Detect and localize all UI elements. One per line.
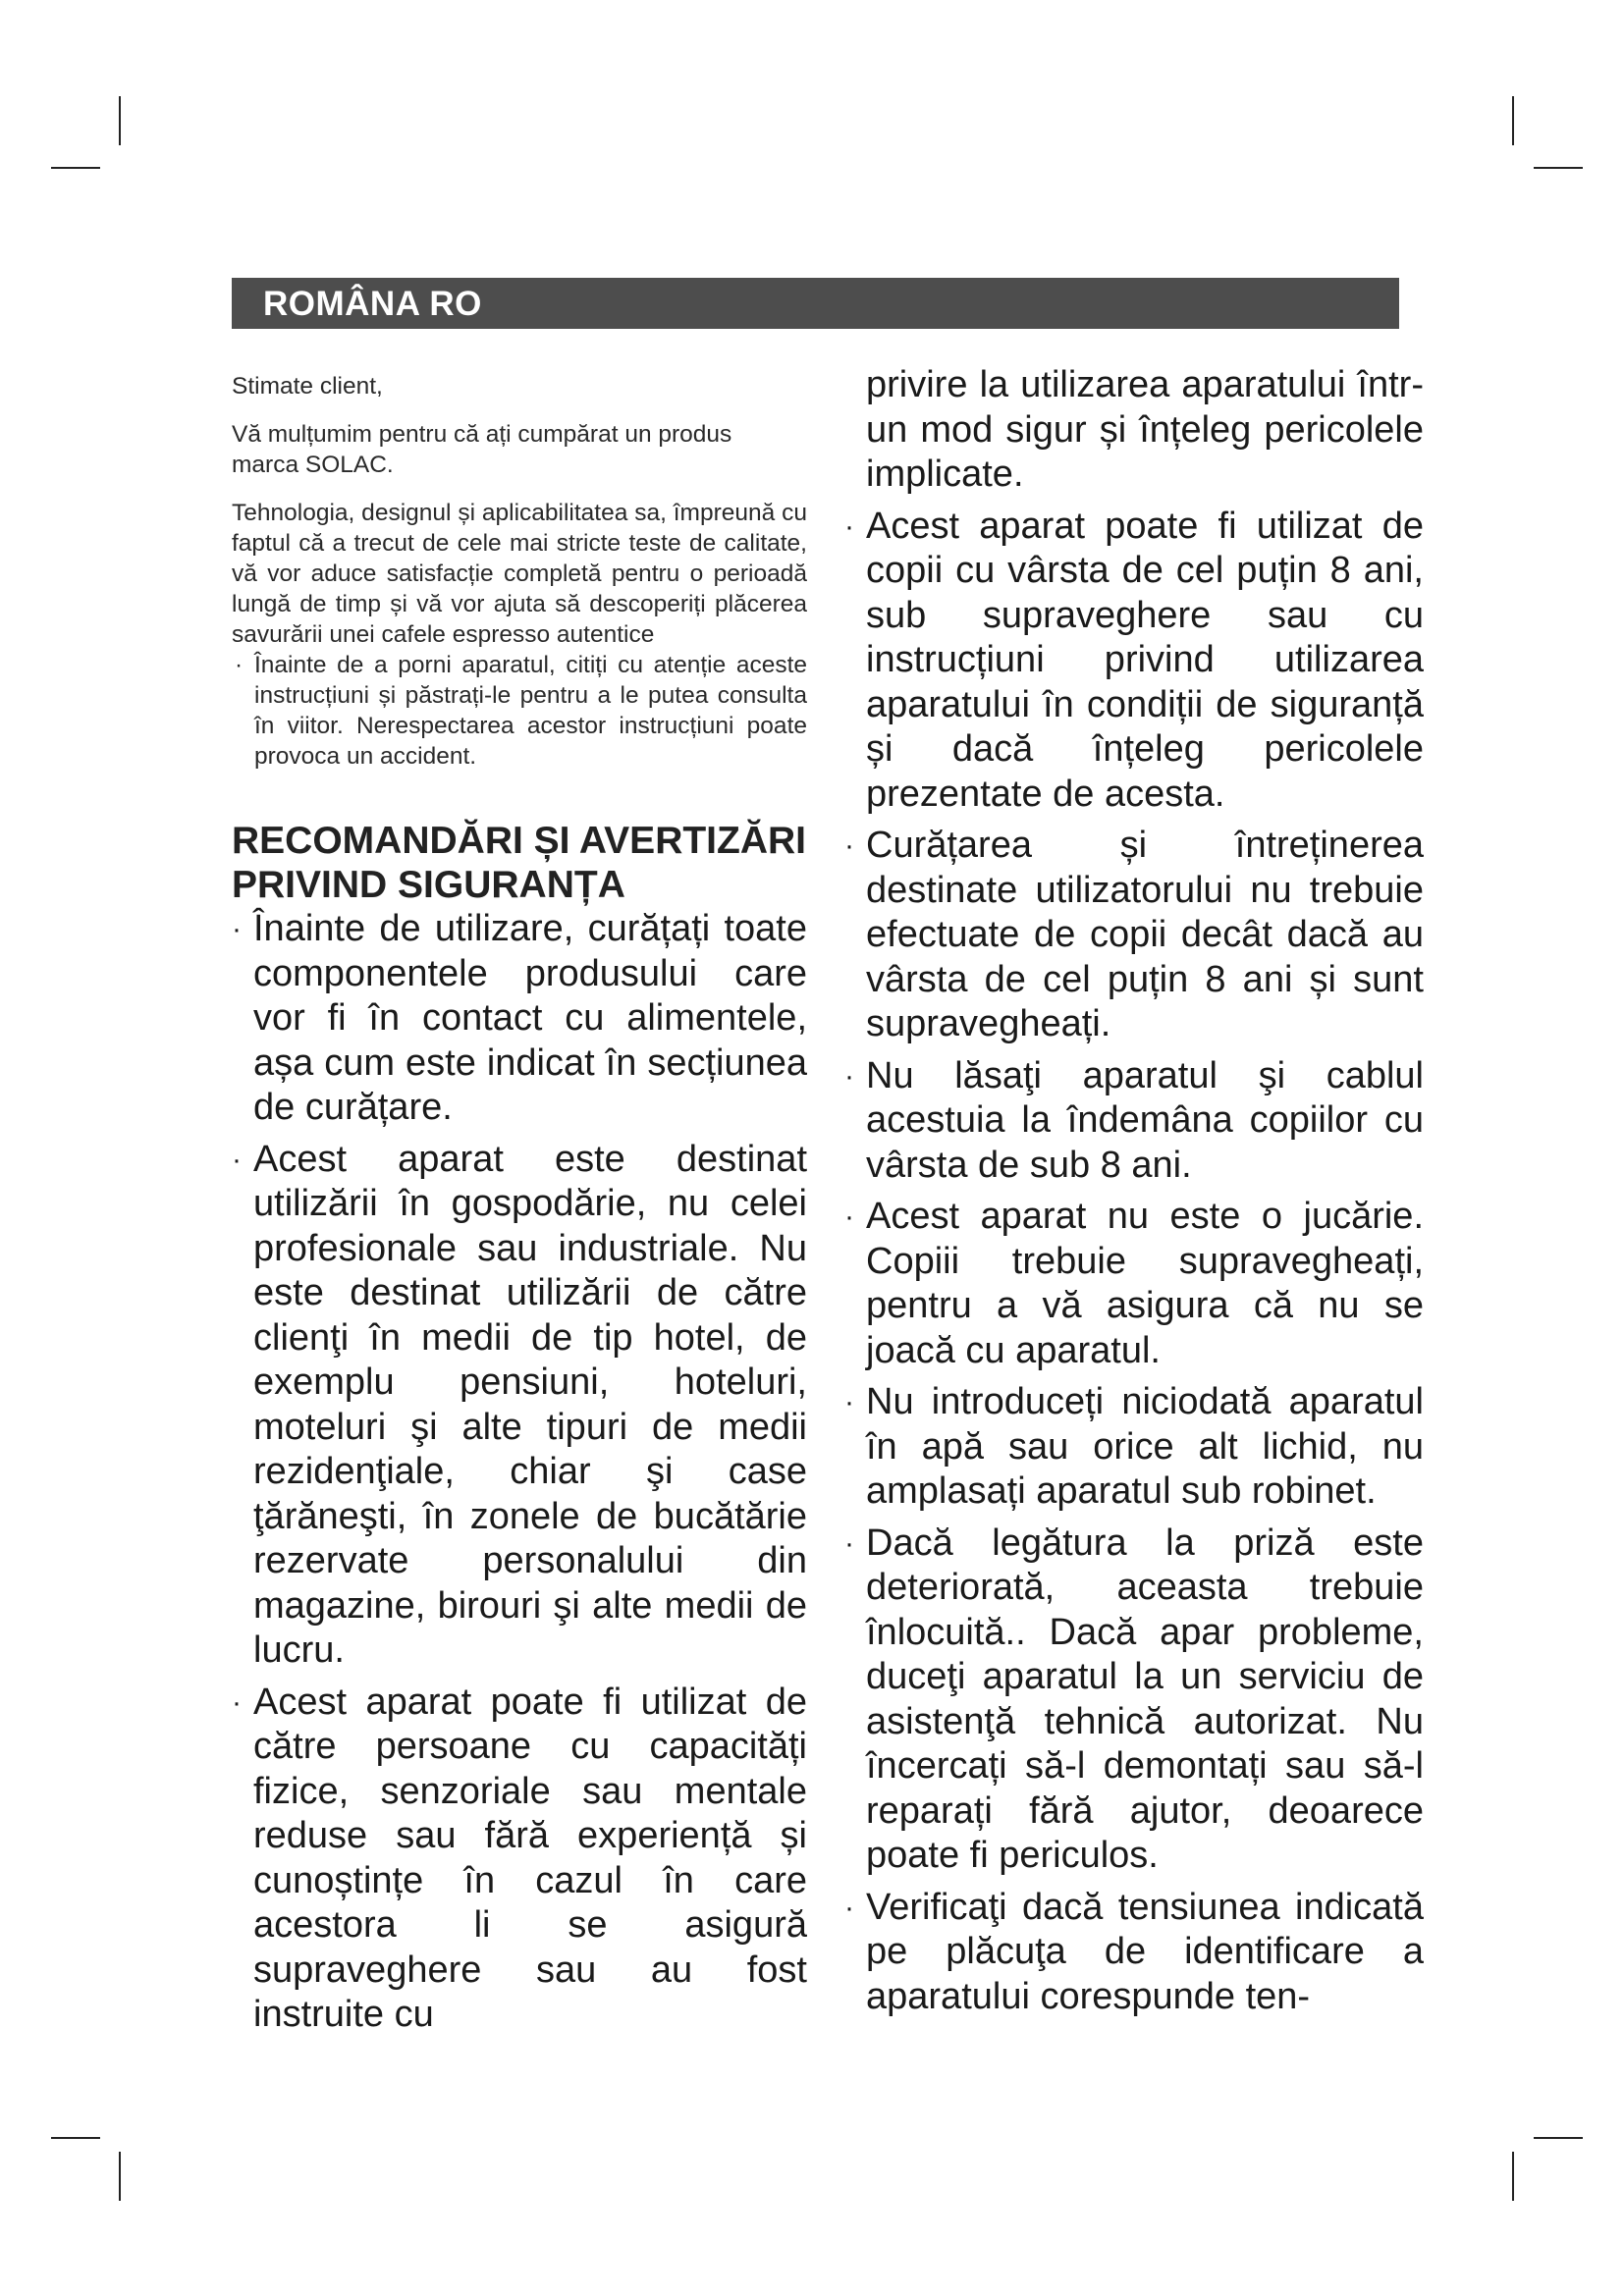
safety-item-text: Verificaţi dacă tensiunea indicată pe plăcuţa de identificare a aparatului corespunde ten- (866, 1886, 1424, 2017)
bullet-dot: · (235, 652, 244, 678)
crop-mark (1534, 167, 1583, 169)
bullet-dot: · (232, 1685, 242, 1719)
safety-item-text: Nu lăsaţi aparatul şi cablul acestuia la îndemâna copiilor cu vârsta de sub 8 ani. (866, 1054, 1424, 1186)
bullet-dot: · (844, 1891, 854, 1924)
safety-item-text: Înainte de utilizare, curățați toate componentele produsului care vor fi în contact cu alimentele, așa cum este indicat în secțiunea de curățare. (253, 908, 807, 1128)
crop-mark (119, 96, 121, 145)
safety-item-text: Acest aparat poate fi utilizat de copii cu vârsta de cel puțin 8 ani, sub supraveghere sau cu instrucțiuni privind utilizarea aparatului în condiții de siguranță și dacă înțeleg pericolele prezentate de acesta. (866, 505, 1424, 815)
safety-item (844, 505, 1424, 818)
bullet-dot: · (232, 913, 242, 945)
technology-paragraph: Tehnologia, designul și aplicabilitatea sa, împreună cu faptul că a trecut de cele mai stricte teste de calitate, vă vor aduce satisfacție completă pentru o perioadă lungă de timp și vă vor ajuta să descoperiți plăcerea savurării unei cafele espresso autentice (232, 500, 807, 648)
intro-bullet-text: Înainte de a porni aparatul, citiți cu atenție aceste instrucțiuni și păstrați-le pentru a le putea consulta în viitor. Nerespectarea acestor instrucțiuni poate provoca un accident. (254, 652, 807, 770)
bullet-dot: · (844, 509, 854, 543)
safety-item-text: Acest aparat este destinat utilizării în gospodărie, nu celei profesionale sau industriale. Nu este destinat utilizării de către clienţi în medii de tip hotel, de exemplu pensiuni, hoteluri, moteluri şi alte tipuri de medii rezidenţiale, chiar şi case ţărăneşti, în zonele de bucătărie rezervate personalului din magazine, birouri şi alte medii de lucru. (253, 1138, 807, 1671)
safety-item-text: Curățarea și întreținerea destinate utilizatorului nu trebuie efectuate de copii decât dacă au vârsta de cel puțin 8 ani și sunt supravegheați. (866, 825, 1424, 1044)
safety-item (844, 1522, 1424, 1879)
left-column (232, 371, 807, 2045)
safety-item (844, 1195, 1424, 1373)
section-heading: RECOMANDĂRI ȘI AVERTIZĂRI PRIVIND SIGURANȚA (232, 820, 806, 906)
thanks-paragraph: Vă mulțumim pentru că ați cumpărat un produs marca SOLAC. (232, 421, 732, 478)
crop-mark (1512, 2152, 1514, 2201)
safety-item (232, 907, 807, 1131)
safety-item (844, 1886, 1424, 2020)
safety-item (844, 1054, 1424, 1189)
crop-mark (51, 167, 100, 169)
safety-item (232, 1138, 807, 1674)
language-title: ROMÂNA RO (263, 285, 482, 323)
safety-item-continuation: privire la utilizarea aparatului într-un mod sigur și înțeleg pericolele implicate. (866, 364, 1424, 495)
crop-mark (1534, 2137, 1583, 2139)
crop-mark (119, 2152, 121, 2201)
bullet-dot: · (844, 1526, 854, 1560)
bullet-dot: · (232, 1143, 242, 1176)
crop-mark (51, 2137, 100, 2139)
safety-item-text: Nu introduceți niciodată aparatul în apă sau orice alt lichid, nu amplasați aparatul sub robinet. (866, 1381, 1424, 1512)
safety-item (232, 1681, 807, 2038)
bullet-dot: · (844, 1386, 854, 1418)
language-banner (232, 278, 1399, 329)
safety-item (844, 1380, 1424, 1515)
intro-bullet (232, 650, 807, 772)
bullet-dot: · (844, 1201, 854, 1233)
safety-item-text: Acest aparat poate fi utilizat de către persoane cu capacități fizice, senzoriale sau mentale reduse sau fără experiență și cunoștințe în cazul în care acestora li se asigură supraveghere sau au fost instruite cu (253, 1681, 807, 2035)
bullet-dot: · (844, 829, 854, 862)
bullet-dot: · (844, 1059, 854, 1093)
right-column (844, 363, 1424, 2026)
crop-mark (1512, 96, 1514, 145)
safety-item-text: Dacă legătura la priză este deteriorată, aceasta trebuie înlocuită.. Dacă apar probleme, duceţi aparatul la un serviciu de asistenţă tehnică autorizat. Nu încercați să-l demontați sau să-l reparați fără ajutor, deoarece poate fi periculos. (866, 1522, 1424, 1876)
safety-item (844, 824, 1424, 1047)
greeting: Stimate client, (232, 373, 383, 400)
safety-item-text: Acest aparat nu este o jucărie. Copiii trebuie supravegheați, pentru a vă asigura că nu se joacă cu aparatul. (866, 1196, 1424, 1371)
